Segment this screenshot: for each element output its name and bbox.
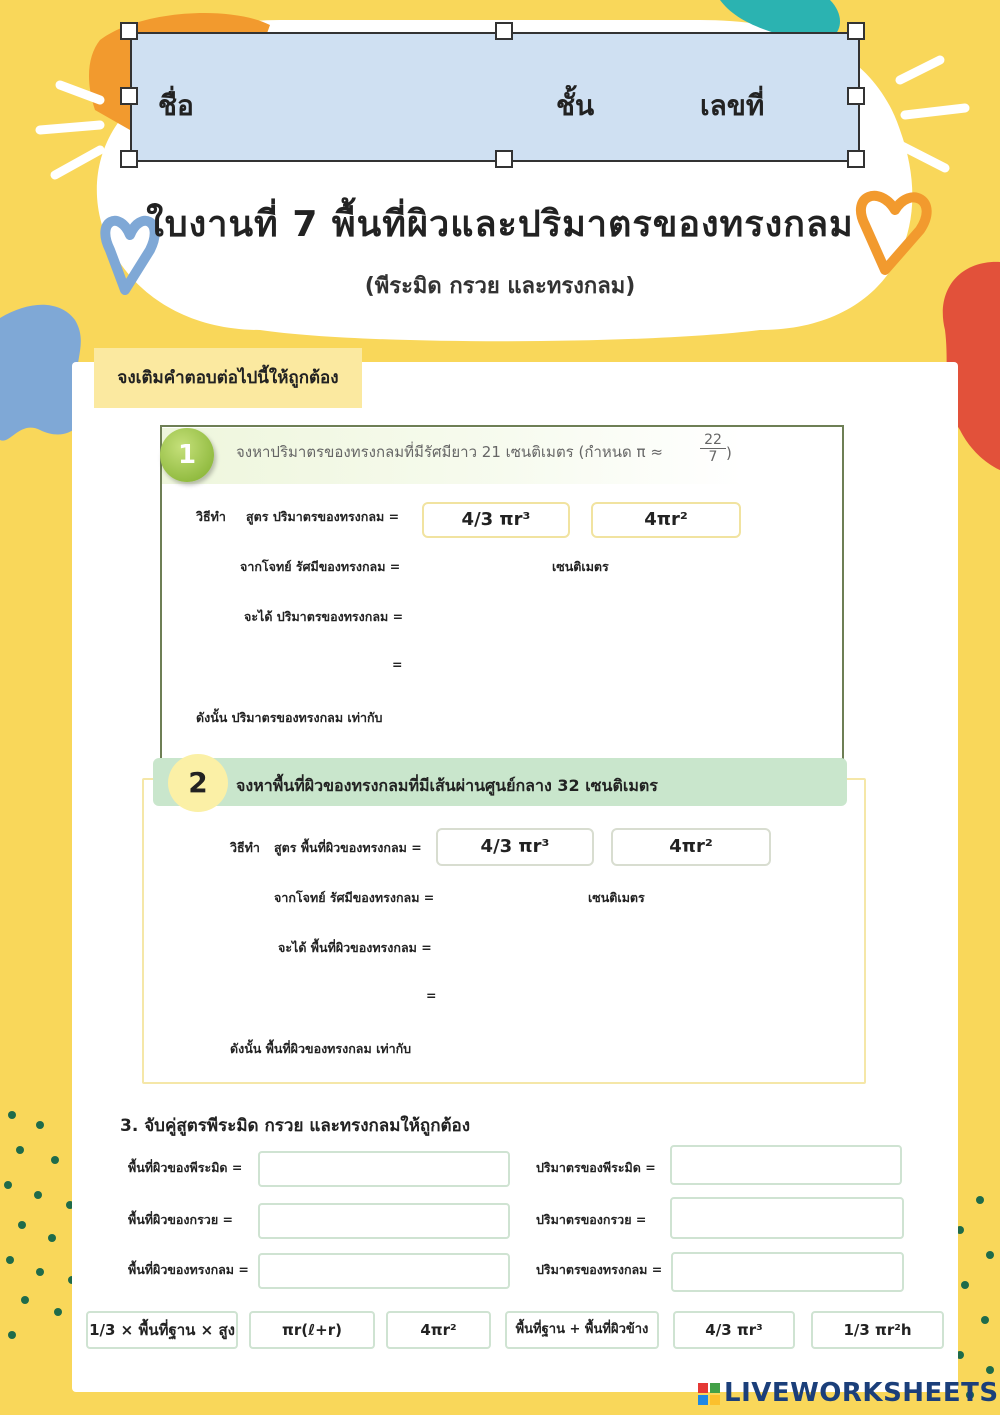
question-1-text: จงหาปริมาตรของทรงกลมที่มีรัศมียาว 21 เซนติเมตร (กำหนด π ≈: [236, 443, 663, 461]
formula-label: สูตร ปริมาตรของทรงกลม =: [246, 509, 400, 524]
class-label: ชั้น: [556, 89, 595, 122]
unit-label: เซนติเมตร: [588, 890, 645, 905]
radius-input[interactable]: [440, 883, 580, 909]
resize-handle[interactable]: [120, 87, 138, 105]
question-2-text: จงหาพื้นที่ผิวของทรงกลมที่มีเส้นผ่านศูนย์กลาง 32 เซนติเมตร: [236, 776, 658, 795]
sphere-volume-dropzone[interactable]: [671, 1252, 904, 1292]
equals-sign: =: [426, 988, 437, 1003]
option-sphere-volume[interactable]: 4/3 πr³: [422, 502, 570, 538]
liveworksheets-logo-icon: [698, 1383, 720, 1405]
result-input-1[interactable]: [406, 602, 706, 628]
formula-tile-pyramid-volume[interactable]: 1/3 × พื้นที่ฐาน × สูง: [86, 1311, 238, 1349]
conclusion-label: ดังนั้น ปริมาตรของทรงกลม เท่ากับ: [196, 710, 383, 725]
result-label: จะได้ พื้นที่ผิวของทรงกลม =: [278, 940, 432, 955]
option-sphere-surface[interactable]: 4πr²: [611, 828, 771, 866]
matching-title: 3. จับคู่สูตรพีระมิด กรวย และทรงกลมให้ถูกต้อง: [120, 1116, 471, 1136]
question-1-number: 1: [160, 428, 214, 482]
sphere-volume-label: ปริมาตรของทรงกลม =: [536, 1262, 663, 1277]
pi-fraction: [700, 432, 726, 465]
resize-handle[interactable]: [120, 22, 138, 40]
unit-label: เซนติเมตร: [552, 559, 609, 574]
formula-tile-sphere-surface[interactable]: 4πr²: [386, 1311, 491, 1349]
number-label: เลขที่: [700, 89, 765, 122]
formula-tile-sphere-volume[interactable]: 4/3 πr³: [673, 1311, 795, 1349]
sphere-surface-label: พื้นที่ผิวของทรงกลม =: [128, 1262, 249, 1277]
pyramid-surface-dropzone[interactable]: [258, 1151, 510, 1187]
instruction-banner: จงเติมคำตอบต่อไปนี้ให้ถูกต้อง: [94, 348, 362, 408]
given-label: จากโจทย์ รัศมีของทรงกลม =: [274, 890, 435, 905]
formula-tile-cone-surface[interactable]: πr(ℓ+r): [249, 1311, 375, 1349]
equals-sign: =: [392, 657, 403, 672]
result-input-1[interactable]: [440, 933, 740, 959]
conclusion-label: ดังนั้น พื้นที่ผิวของทรงกลม เท่ากับ: [230, 1041, 412, 1056]
worksheet-subtitle: (พีระมิด กรวย และทรงกลม): [364, 274, 636, 299]
option-sphere-surface[interactable]: 4πr²: [591, 502, 741, 538]
option-sphere-volume[interactable]: 4/3 πr³: [436, 828, 594, 866]
cone-volume-label: ปริมาตรของกรวย =: [536, 1212, 647, 1227]
formula-tile-cone-volume[interactable]: 1/3 πr²h: [811, 1311, 944, 1349]
pi-numerator: 22: [700, 432, 726, 449]
resize-handle[interactable]: [847, 22, 865, 40]
resize-handle[interactable]: [495, 150, 513, 168]
answer-input[interactable]: [395, 703, 695, 729]
cone-surface-label: พื้นที่ผิวของกรวย =: [128, 1212, 233, 1227]
resize-handle[interactable]: [847, 150, 865, 168]
result-input-2[interactable]: [406, 652, 706, 678]
formula-label: สูตร พื้นที่ผิวของทรงกลม =: [274, 840, 422, 855]
result-input-2[interactable]: [440, 983, 740, 1009]
cone-surface-dropzone[interactable]: [258, 1203, 510, 1239]
worksheet-title: ใบงานที่ 7 พื้นที่ผิวและปริมาตรของทรงกลม: [146, 204, 854, 245]
student-info-box[interactable]: [130, 32, 860, 162]
pyramid-surface-label: พื้นที่ผิวของพีระมิด =: [128, 1160, 243, 1175]
name-label: ชื่อ: [158, 89, 194, 122]
pyramid-volume-dropzone[interactable]: [670, 1145, 902, 1185]
liveworksheets-watermark: LIVEWORKSHEETS: [724, 1378, 999, 1408]
formula-tile-pyramid-surface[interactable]: พื้นที่ฐาน + พื้นที่ผิวข้าง: [505, 1311, 659, 1349]
resize-handle[interactable]: [495, 22, 513, 40]
cone-volume-dropzone[interactable]: [670, 1197, 904, 1239]
pi-denominator: 7: [708, 449, 718, 465]
method-label: วิธีทำ: [230, 840, 260, 855]
resize-handle[interactable]: [847, 87, 865, 105]
sphere-surface-dropzone[interactable]: [258, 1253, 510, 1289]
pyramid-volume-label: ปริมาตรของพีระมิด =: [536, 1160, 656, 1175]
radius-input[interactable]: [406, 552, 546, 578]
question-2-number: 2: [168, 754, 228, 812]
answer-input[interactable]: [428, 1034, 728, 1060]
pi-close-paren: ): [726, 444, 732, 462]
method-label: วิธีทำ: [196, 509, 226, 524]
result-label: จะได้ ปริมาตรของทรงกลม =: [244, 609, 404, 624]
given-label: จากโจทย์ รัศมีของทรงกลม =: [240, 559, 401, 574]
resize-handle[interactable]: [120, 150, 138, 168]
